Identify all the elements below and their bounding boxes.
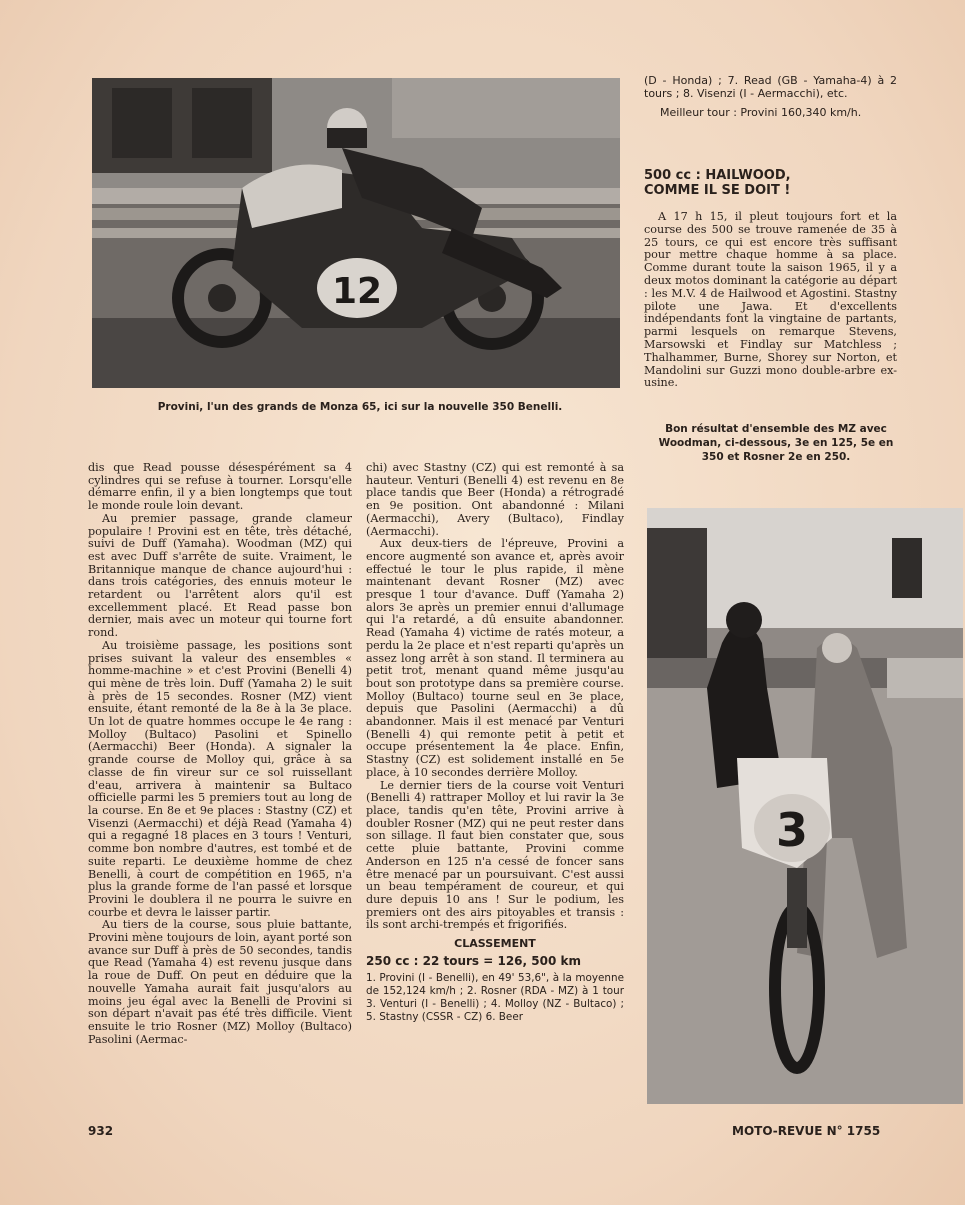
bike-number-3: 3	[775, 803, 809, 857]
classement-results: 1. Provini (I - Benelli), en 49' 53,6", à la moyenne de 152,124 km/h ; 2. Rosner (RDA - MZ) à 1 tour 3. Venturi (I - Benelli) ; 4. Molloy (NZ - Bultaco) ; 5. Stastny (CSSR - CZ) 6. Beer	[366, 972, 624, 1024]
motorcycle-photo-graphic	[92, 78, 620, 388]
col1-paragraph-3: Au troisième passage, les positions sont prises suivant la valeur des ensembles « homme-machine » et c'est Provini (Benelli 4) qui mène de très loin. Duff (Yamaha 2) le suit à près de 15 secondes. Rosner (MZ) vient ensuite, étant remonté de la 8e à la 3e place. Un lot de quatre hommes occupe le 4e rang : Molloy (Bultaco) Pasolini et Spinello (Aermacchi) Beer (Honda). A signaler la grande course de Molloy qui, grâce à sa classe de fin vireur sur ce sol ruissellant d'eau, arrivera à maintenir sa Bultaco officielle parmi les 5 premiers tout au long de la course. En 8e et 9e places : Stastny (CZ) et Visenzi (Aermacchi) et déjà Read (Yamaha 4) qui a regagné 18 places en 3 tours ! Venturi, comme bon nombre d'autres, est tombé et de suite reparti. Le deuxième homme de chez Benelli, à court de compétition en 1965, n'a plus la grande forme de l'an passé et lorsque Provini le doublera il ne pourra le suivre en courbe et devra le laisser partir.	[88, 638, 352, 919]
page-number: 932	[88, 1124, 114, 1138]
classement-subtitle: 250 cc : 22 tours = 126, 500 km	[366, 953, 581, 968]
classement-continuation	[644, 74, 897, 119]
section-500-heading: 500 cc : HAILWOOD, COMME IL SE DOIT !	[644, 168, 791, 198]
classement-continuation-text: (D - Honda) ; 7. Read (GB - Yamaha-4) à 2 tours ; 8. Visenzi (I - Aermacchi), etc.	[644, 74, 897, 100]
section-500-paragraph: A 17 h 15, il pleut toujours fort et la course des 500 se trouve ramenée de 35 à 25 tours, ce qui est encore très suffisant pour mettre chaque homme à sa place. Comme durant toute la saison 1965, il y a deux motos dominant la catégorie au départ : les M.V. 4 de Hailwood et Agostini. Stastny pilote une Jawa. Et d'excellents indépendants font la vingtaine de partants, parmi lesquels on remarque Stevens, Marsowski et Findlay sur Matchless ; Thalhammer, Burne, Shorey sur Norton, et Mandolini sur Guzzi mono double-arbre ex-usine.	[644, 210, 897, 390]
classement-title: CLASSEMENT	[454, 937, 536, 951]
photo-top-caption: Provini, l'un des grands de Monza 65, ici sur la nouvelle 350 Benelli.	[157, 401, 563, 413]
bike-number-12: 12	[331, 271, 383, 312]
col1-paragraph-2: Au premier passage, grande clameur populaire ! Provini est en tête, très détaché, suivi de Duff (Yamaha). Woodman (MZ) qui est avec Duff s'arrête de suite. Vraiment, le Britannique manque de chance aujourd'hui : dans trois catégories, des ennuis moteur le retardent ou l'arrêtent alors qu'il est excellemment placé. Et Read passe bon dernier, mais avec un moteur qui tourne fort rond.	[88, 511, 352, 640]
article-column-1	[88, 462, 352, 1046]
article-column-2	[366, 462, 624, 1024]
photo-mz-woodman	[647, 508, 963, 1104]
photo-provini-benelli	[92, 78, 620, 388]
photo-right-caption: Bon résultat d'ensemble des MZ avec Woodman, ci-dessous, 3e en 125, 5e en 350 et Rosner 2e en 250.	[658, 423, 894, 463]
col2-paragraph-1: chi) avec Stastny (CZ) qui est remonté à sa hauteur. Venturi (Benelli 4) est revenu en 8e place tandis que Beer (Honda) a rétrogradé en 9e position. Ont abandonné : Milani (Aermacchi), Avery (Bultaco), Findlay (Aermacchi).	[366, 461, 624, 538]
col1-paragraph-4: Au tiers de la course, sous pluie battante, Provini mène toujours de loin, ayant porté son avance sur Duff à près de 50 secondes, tandis que Read (Yamaha 4) est revenu jusque dans la roue de Duff. On peut en déduire que la nouvelle Yamaha aurait fait jusqu'alors au moins jeu égal avec la Benelli de Provini si son départ n'avait pas été très difficile. Vient ensuite le trio Rosner (MZ) Molloy (Bultaco) Pasolini (Aermac-	[88, 918, 352, 1046]
magazine-footer: MOTO-REVUE N° 1755	[732, 1124, 881, 1138]
col1-paragraph-1: dis que Read pousse désespérément sa 4 cylindres qui se refuse à tourner. Lorsqu'elle démarre enfin, il y a bien longtemps que tout le monde roule loin devant.	[88, 461, 352, 513]
pit-lane-photo-graphic	[647, 508, 963, 1104]
col2-paragraph-3: Le dernier tiers de la course voit Venturi (Benelli 4) rattraper Molloy et lui ravir la 3e place, tandis qu'en tête, Provini arrive à doubler Rosner (MZ) qui ne peut rester dans son sillage. Il faut bien constater que, sous cette pluie battante, Provini comme Anderson en 125 n'a cessé de foncer sans être menacé par un poursuivant. C'est aussi un beau tempérament de coureur, et qui dure depuis 10 ans ! Sur le podium, les premiers ont des airs pitoyables et transis : ils sont archi-trempés et frigorifiés.	[366, 778, 624, 932]
section-500-body	[644, 211, 897, 390]
col2-paragraph-2: Aux deux-tiers de l'épreuve, Provini a encore augmenté son avance et, après avoir effectué le tour le plus rapide, il mène maintenant devant Rosner (MZ) avec presque 1 tour d'avance. Duff (Yamaha 2) alors 3e après un premier ennui d'allumage qui l'a retardé, a dû ensuite abandonner. Read (Yamaha 4) victime de ratés moteur, a perdu la 2e place et n'est reparti qu'après un assez long arrêt à son stand. Il terminera au petit trot, menant quand même jusqu'au bout son prototype dans sa première course. Molloy (Bultaco) tourne seul en 3e place, depuis que Pasolini (Aermacchi) a dû abandonner. Mais il est menacé par Venturi (Benelli 4) qui remonte petit à petit et occupe présentement la 4e place. Enfin, Stastny (CZ) est solidement installé en 5e place, à 10 secondes derrière Molloy.	[366, 537, 624, 779]
best-lap-text: Meilleur tour : Provini 160,340 km/h.	[660, 106, 862, 119]
